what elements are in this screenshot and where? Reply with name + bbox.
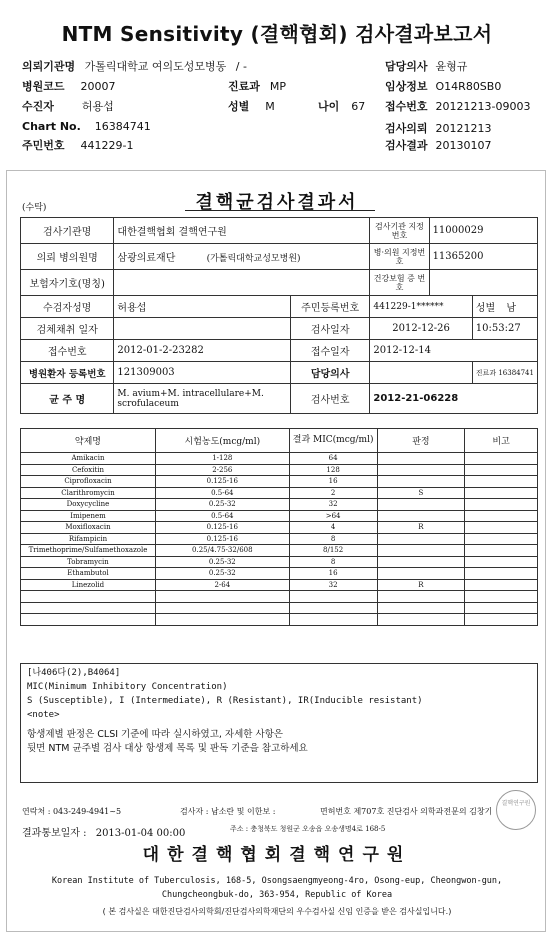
drug-name: Trimethoprime/Sulfamethoxazole <box>21 545 156 557</box>
receipt-label: 접수번호 <box>385 100 428 113</box>
hosp-pt-value: 121309003 <box>114 362 291 384</box>
resident-label: 주민번호 <box>22 139 65 152</box>
drug-judge <box>377 602 465 614</box>
collect-label: 검체채취 일자 <box>21 318 114 340</box>
drug-judge: R <box>377 522 465 534</box>
drug-row <box>21 614 538 626</box>
resident-value: 441229-1 <box>80 139 134 152</box>
clinical-label: 임상정보 <box>385 80 428 93</box>
doctor-value: 윤형규 <box>435 60 468 73</box>
drug-judge: R <box>377 579 465 591</box>
drug-mic: 16 <box>289 476 377 488</box>
drug-range <box>155 602 289 614</box>
drug-name: Rifampicin <box>21 533 156 545</box>
health-value <box>429 270 537 296</box>
drug-remark <box>465 487 538 499</box>
hosp-pt-label: 병원환자 등록번호 <box>21 362 114 384</box>
note-code: [나406다(2),B4064] <box>27 668 121 678</box>
sex-value: M <box>265 100 275 113</box>
col-drug-header: 약제명 <box>21 429 156 453</box>
col-judge-header: 판정 <box>377 429 465 453</box>
drug-name: Ethambutol <box>21 568 156 580</box>
drug-range: 0.25-32 <box>155 568 289 580</box>
insurance-label: 보험자기호(명칭) <box>21 270 114 296</box>
rcpt-date-value: 2012-12-14 <box>370 340 538 362</box>
drug-judge <box>377 453 465 465</box>
rcpt-date-label: 접수일자 <box>290 340 369 362</box>
drug-name <box>21 614 156 626</box>
drug-row <box>21 568 538 580</box>
report-label: 검사결과 <box>385 139 428 152</box>
surang-mark: (수탁) <box>22 203 47 213</box>
drug-range <box>155 614 289 626</box>
drug-remark <box>465 499 538 511</box>
institution-row <box>22 58 247 74</box>
drug-range: 1-128 <box>155 453 289 465</box>
note-kr-line2: 뒷면 NTM 균주별 검사 대상 항생제 목록 및 판독 기준을 참고하세요 <box>27 743 308 754</box>
info-table <box>20 217 538 414</box>
dept-cell <box>472 362 537 384</box>
receipt-value: 20121213-09003 <box>435 100 531 113</box>
notify-label: 결과통보일자 : <box>22 828 87 839</box>
drug-row <box>21 533 538 545</box>
license-text: 면허번호 제707호 진단검사 의학과전문의 김창기 <box>320 807 493 816</box>
chart-label: Chart No. <box>22 120 81 133</box>
title-underline <box>185 210 375 211</box>
organism-label: 균 주 명 <box>21 384 114 414</box>
inspector-text: 검사자 : 남소란 및 이한보 : <box>180 807 276 816</box>
institute-seal: 결핵연구원 <box>496 790 536 830</box>
institute-name: 대한결핵협회결핵연구원 <box>142 845 412 865</box>
drug-mic: 128 <box>289 464 377 476</box>
drug-name: Linezolid <box>21 579 156 591</box>
drug-mic: 32 <box>289 499 377 511</box>
clinical-value: O14R80SB0 <box>435 80 502 93</box>
drug-mic <box>289 614 377 626</box>
report-sex-label: 성별 <box>475 303 496 314</box>
drug-row <box>21 487 538 499</box>
drug-range: 2-64 <box>155 579 289 591</box>
drug-name: Amikacin <box>21 453 156 465</box>
rrn-label: 주민등록번호 <box>290 296 369 318</box>
sex-cell <box>472 296 537 318</box>
drug-range: 0.25-32 <box>155 556 289 568</box>
test-date-value: 2012-12-26 <box>370 318 472 340</box>
drug-remark <box>465 476 538 488</box>
drug-mic: 4 <box>289 522 377 534</box>
req-inst-label: 의뢰 병의원명 <box>21 244 114 270</box>
drug-name: Ciprofloxacin <box>21 476 156 488</box>
drug-name <box>21 591 156 603</box>
drug-range <box>155 591 289 603</box>
dept-value: MP <box>269 80 287 93</box>
patient-value: 허용섭 <box>81 100 114 113</box>
drug-judge <box>377 545 465 557</box>
attending-label: 담당의사 <box>290 362 369 384</box>
drug-row <box>21 499 538 511</box>
age-label: 나이 <box>318 100 340 113</box>
report-sex-value: 남 <box>506 303 516 314</box>
drug-remark <box>465 568 538 580</box>
notify-row <box>22 824 185 839</box>
drug-mic: 16 <box>289 568 377 580</box>
drug-remark <box>465 602 538 614</box>
rrn-value: 441229-1****** <box>370 296 472 318</box>
drug-remark <box>465 614 538 626</box>
notify-value: 2013-01-04 00:00 <box>95 828 186 839</box>
note-tag: <note> <box>27 710 60 720</box>
drug-range: 0.25-32 <box>155 499 289 511</box>
drug-judge: S <box>377 487 465 499</box>
drug-judge <box>377 464 465 476</box>
drug-judge <box>377 568 465 580</box>
drug-name: Imipenem <box>21 510 156 522</box>
drug-name: Moxifloxacin <box>21 522 156 534</box>
note-kr-line1: 항생제별 판정은 CLSI 기준에 따라 실시하였고, 자세한 사항은 <box>27 729 283 740</box>
drug-mic <box>289 602 377 614</box>
req-desig-label: 병·의원 지정번호 <box>370 244 429 270</box>
lab-inst-value: 대한결핵협회 결핵연구원 <box>114 218 370 244</box>
req-inst-sub: (가톨릭대학교성모병원) <box>206 254 301 264</box>
address-kr: 주소 : 충청북도 청원군 오송읍 오송생명4로 168-5 <box>230 825 386 833</box>
drug-header-row <box>21 429 538 453</box>
report-dept-label: 진료과 <box>475 368 497 377</box>
test-no-label: 검사번호 <box>290 384 369 414</box>
hospital-code-label: 병원코드 <box>22 80 65 93</box>
drug-remark <box>465 453 538 465</box>
organism-value: M. avium+M. intracellulare+M. scrofulaceum <box>114 384 291 414</box>
drug-range: 0.5-64 <box>155 487 289 499</box>
hospital-code-value: 20007 <box>80 80 116 93</box>
drug-remark <box>465 464 538 476</box>
drug-remark <box>465 579 538 591</box>
drug-row <box>21 522 538 534</box>
drug-remark <box>465 510 538 522</box>
examinee-value: 허용섭 <box>114 296 291 318</box>
drug-row <box>21 579 538 591</box>
drug-remark <box>465 533 538 545</box>
drug-judge <box>377 476 465 488</box>
institution-label: 의뢰기관명 <box>22 60 76 73</box>
note-mic: MIC(Minimum Inhibitory Concentration) <box>27 682 228 692</box>
drug-range: 0.125-16 <box>155 522 289 534</box>
institution-value: 가톨릭대학교 여의도성모병동 <box>84 60 227 73</box>
drug-name: Tobramycin <box>21 556 156 568</box>
report-title: 결핵균검사결과서 <box>195 192 359 213</box>
col-range-header: 시험농도(mcg/ml) <box>155 429 289 453</box>
drug-range: 0.25/4.75-32/608 <box>155 545 289 557</box>
certification-text: ( 본 검사실은 대한진단검사의학회/진단검사의학재단의 우수검사실 신임 인증을 받은 검사실입니다.) <box>102 907 452 916</box>
dept-label: 진료과 <box>228 80 260 93</box>
rcpt-value: 2012-01-2-23282 <box>114 340 291 362</box>
drug-name: Cefoxitin <box>21 464 156 476</box>
report-dept-value: 16384741 <box>498 368 534 377</box>
doctor-label: 담당의사 <box>385 60 428 73</box>
address-en-line1: Korean Institute of Tuberculosis, 168-5, Osongsaengmyeong-4ro, Osong-eup, Cheongwon-gun, <box>51 876 503 886</box>
note-legend: S (Susceptible), I (Intermediate), R (Resistant), IR(Inducible resistant) <box>27 696 423 706</box>
drug-judge <box>377 556 465 568</box>
test-no-value: 2012-21-06228 <box>370 384 538 414</box>
col-remark-header: 비고 <box>465 429 538 453</box>
drug-name: Doxycycline <box>21 499 156 511</box>
drug-name: Clarithromycin <box>21 487 156 499</box>
drug-mic: 32 <box>289 579 377 591</box>
rcpt-label: 접수번호 <box>21 340 114 362</box>
req-inst-cell <box>114 244 370 270</box>
drug-judge <box>377 614 465 626</box>
drug-mic: >64 <box>289 510 377 522</box>
drug-judge <box>377 533 465 545</box>
drug-row <box>21 510 538 522</box>
health-label: 건강보험 증 번 호 <box>370 270 429 296</box>
sex-label: 성별 <box>228 100 250 113</box>
lab-inst-label: 검사기관명 <box>21 218 114 244</box>
drug-mic: 8 <box>289 556 377 568</box>
test-time-value: 10:53:27 <box>472 318 537 340</box>
drug-mic: 8/152 <box>289 545 377 557</box>
collect-value <box>114 318 291 340</box>
drug-remark <box>465 556 538 568</box>
drug-table <box>20 428 538 626</box>
col-mic-header: 결과 MIC(mcg/ml) <box>289 429 377 453</box>
examinee-label: 수검자성명 <box>21 296 114 318</box>
drug-judge <box>377 499 465 511</box>
drug-mic <box>289 591 377 603</box>
report-value: 20130107 <box>435 139 492 152</box>
attending-value <box>370 362 472 384</box>
drug-judge <box>377 591 465 603</box>
drug-mic: 64 <box>289 453 377 465</box>
request-value: 20121213 <box>435 122 492 135</box>
drug-row <box>21 464 538 476</box>
notes-box <box>20 663 538 783</box>
request-label: 검사의뢰 <box>385 122 428 135</box>
address-en-line2: Chungcheongbuk-do, 363-954, Republic of Korea <box>161 890 393 900</box>
req-desig-value: 11365200 <box>429 244 537 270</box>
drug-row <box>21 453 538 465</box>
drug-range: 0.5-64 <box>155 510 289 522</box>
insurance-value <box>114 270 370 296</box>
drug-remark <box>465 522 538 534</box>
phone-text: 연락처 : 043-249-4941~5 <box>22 807 122 816</box>
drug-row <box>21 591 538 603</box>
drug-range: 0.125-16 <box>155 476 289 488</box>
age-value: 67 <box>351 100 366 113</box>
req-inst-value: 삼광의료재단 <box>117 253 176 264</box>
drug-row <box>21 556 538 568</box>
patient-label: 수진자 <box>22 100 54 113</box>
drug-remark <box>465 591 538 603</box>
drug-row <box>21 476 538 488</box>
drug-row <box>21 545 538 557</box>
lab-desig-value: 11000029 <box>429 218 537 244</box>
drug-judge <box>377 510 465 522</box>
drug-range: 0.125-16 <box>155 533 289 545</box>
drug-mic: 8 <box>289 533 377 545</box>
institution-extra: / - <box>235 60 247 73</box>
lab-desig-label: 검사기관 지정번호 <box>370 218 429 244</box>
drug-remark <box>465 545 538 557</box>
drug-range: 2-256 <box>155 464 289 476</box>
drug-row <box>21 602 538 614</box>
drug-name <box>21 602 156 614</box>
page-title: NTM Sensitivity (결핵협회) 검사결과보고서 <box>61 22 493 46</box>
test-date-label: 검사일자 <box>290 318 369 340</box>
drug-mic: 2 <box>289 487 377 499</box>
chart-value: 16384741 <box>94 120 151 133</box>
